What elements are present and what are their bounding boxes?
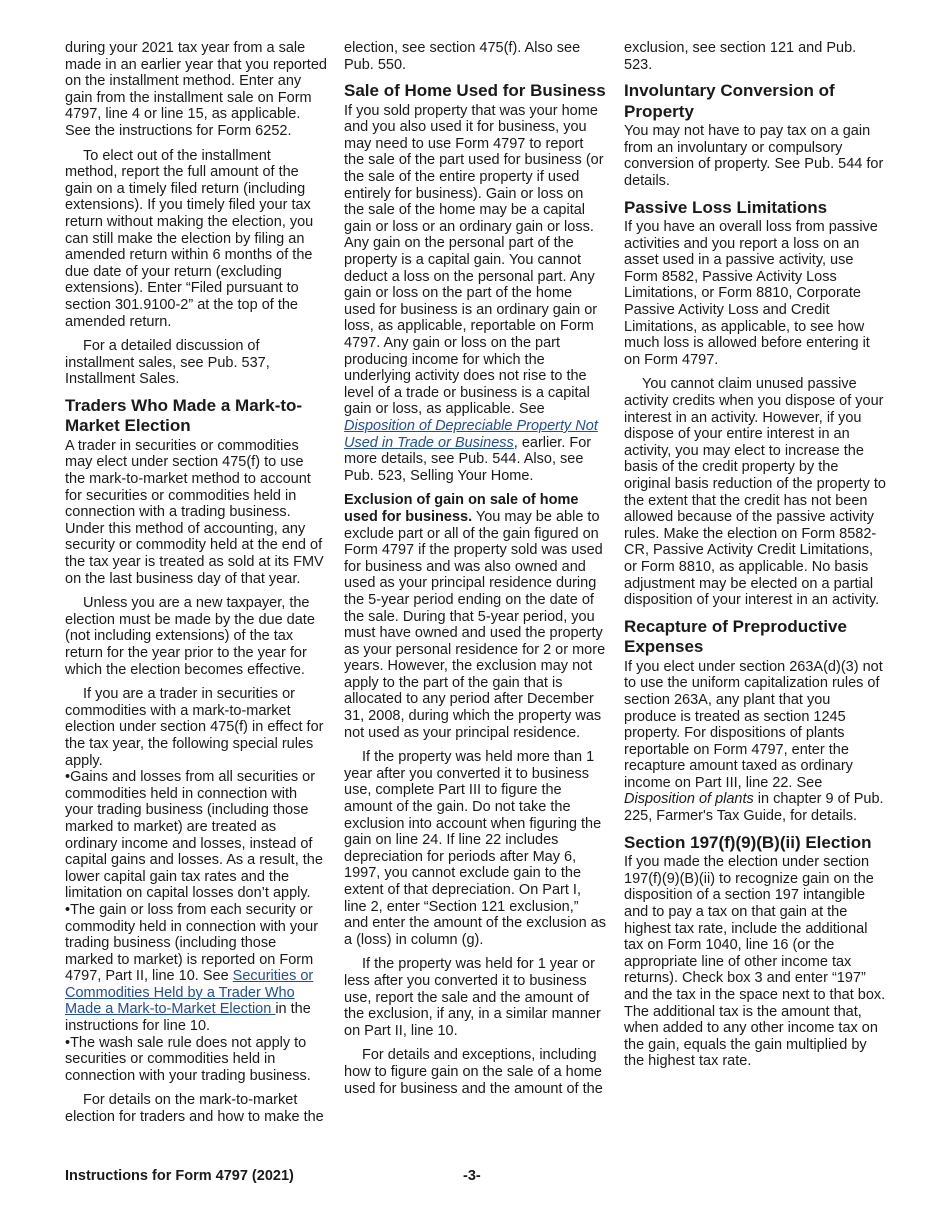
paragraph: If the property was held for 1 year or less after you converted it to business use, report the sale and the amount of the exclusion, if any, in a similar manner on Part II, line 10.	[344, 956, 601, 1039]
paragraph: If the property was held more than 1 year after you converted it to business use, complete Part III to figure the amount of the gain. Do not take the exclusion into account when figuring the gain on line 24. If line 22 includes depreciation for periods after May 6, 1997, you cannot exclude gain to the extent of that depreciation. On Part I, line 2, enter “Section 121 exclusion,” and enter the amount of the exclusion as a (loss) in column (g).	[344, 749, 606, 948]
paragraph: For details on the mark-to-market election for traders and how to make the	[65, 1092, 324, 1126]
heading-section-197-election: Section 197(f)(9)(B)(ii) Election	[624, 832, 872, 852]
page-number: -3-	[463, 1168, 481, 1184]
column-2	[344, 40, 606, 1105]
paragraph: You cannot claim unused passive activity credits when you dispose of your interest in an activity. However, if you dispose of your entire interest in an activity, you may elect to increase the basis of the credit property by the original basis reduction of the property to the extent that the credit has not been allowed because of the passive activity rules. Make the election on Form 8582-CR, Passive Activity Credit Limitations, or Form 8810, as applicable. No basis adjustment may be elected on a partial disposition of your interest in an activity.	[624, 376, 886, 609]
paragraph-text: , earlier. For more details, see Pub. 544. Also, see Pub. 523, Selling Your Home.	[344, 434, 592, 484]
paragraph: If you are a trader in securities or commodities with a mark-to-market election under section 475(f) in effect for the tax year, the following special rules apply.	[65, 686, 324, 769]
paragraph: If you made the election under section 197(f)(9)(B)(ii) to recognize gain on the disposition of a section 197 intangible and to pay a tax on that gain at the highest tax rate, include the additional tax on Form 1040, line 16 (or the appropriate line of other income tax returns). Check box 3 and enter “197” and the tax in the space next to that box. The additional tax is the amount that, when added to any other income tax on the gain, equals the gain multiplied by the highest tax rate.	[624, 854, 886, 1070]
paragraph-text: You may be able to exclude part or all of the gain figured on Form 4797 if the property sold was used for business and was also owned and used as your principal residence during the 5-year period ending on the date of the sale. During that 5-year period, you must have owned and used the property as your personal residence for 2 or more years. However, the exclusion may not apply to the part of the gain that is allocated to any period after December 31, 2008, during which the property was not used as your principal residence.	[344, 508, 606, 741]
paragraph: exclusion, see section 121 and Pub. 523.	[624, 40, 857, 73]
bullet-text: The gain or loss from each security or commodity held in connection with your trading business (including those marked to market) is reported on Form 4797, Part II, line 10. See	[65, 901, 319, 985]
paragraph-text: in chapter 9 of Pub. 225, Farmer's Tax Guide, for details.	[624, 791, 884, 825]
paragraph: For details and exceptions, including how to figure gain on the sale of a home used for business and the amount of the	[344, 1047, 603, 1097]
heading-passive-loss: Passive Loss Limitations	[624, 197, 828, 217]
footer-form-title: Instructions for Form 4797 (2021)	[65, 1168, 294, 1184]
paragraph: For a detailed discussion of installment sales, see Pub. 537, Installment Sales.	[65, 338, 270, 388]
paragraph: A trader in securities or commodities may elect under section 475(f) to use the mark-to-market method to account for securities or commodities held in connection with a trading business. Under this method of accounting, any security or commodity held at the end of the tax year is treated as sold at its FMV on the last business day of that year.	[65, 437, 324, 587]
reference-disposition-of-plants: Disposition of plants	[624, 791, 754, 808]
heading-involuntary-conversion: Involuntary Conversion of Property	[624, 81, 835, 121]
column-1	[65, 40, 327, 1134]
paragraph: election, see section 475(f). Also see Pub. 550.	[344, 40, 581, 73]
link-securities-commodities-trader[interactable]: Securities or Commodities Held by a Trader Who Made a Mark-to-Market Election	[65, 968, 314, 1018]
paragraph: To elect out of the installment method, report the full amount of the gain on a timely filed return (including extensions). If you timely filed your tax return without making the election, you can still make the election by filing an amended return within 6 months of the due date of your return (excluding extensions). Enter “Filed pursuant to section 301.9100-2” at the top of the amended return.	[65, 147, 314, 330]
bullet-text: in the instructions for line 10.	[65, 1001, 311, 1035]
paragraph	[344, 492, 606, 741]
heading-recapture-preproductive: Recapture of Preproductive Expenses	[624, 616, 847, 657]
bullet-item: • Gains and losses from all securities or commodities held in connection with your trading business (including those marked to market) are treated as ordinary income and losses, instead of capital gains and losses. As a result, the lower capital gain tax rates and the limitation on capital losses don’t apply.	[65, 769, 327, 902]
paragraph-text: If you elect under section 263A(d)(3) not to use the uniform capitalization rules of section 263A, any plant that you produce is treated as section 1245 property. For dispositions of plants reportable on Form 4797, enter the recapture amount taxed as ordinary income on Part III, line 22. See	[624, 658, 883, 791]
paragraph: You may not have to pay tax on a gain from an involuntary or compulsory conversion of property. See Pub. 544 for details.	[624, 123, 884, 189]
link-disposition-depreciable-property[interactable]: Disposition of Depreciable Property Not Used in Trade or Business	[344, 417, 598, 451]
paragraph	[624, 659, 886, 825]
paragraph: Unless you are a new taxpayer, the election must be made by the due date (not including extensions) of the tax return for the year prior to the year for which the election becomes effective.	[65, 595, 315, 678]
column-3	[624, 40, 886, 1078]
paragraph: If you have an overall loss from passive activities and you report a loss on an asset used in a passive activity, use Form 8582, Passive Activity Loss Limitations, or Form 8810, Corporate Passive Activity Loss and Credit Limitations, as applicable, to see how much loss is allowed before entering it on Form 4797.	[624, 219, 878, 368]
paragraph-text: If you sold property that was your home and you also used it for business, you may need to use Form 4797 to report the sale of the part used for business (or the sale of the entire property if used entirely for business). Gain or loss on the sale of the home may be a capital gain or loss or an ordinary gain or loss. Any gain on the personal part of the property is a capital gain. You cannot deduct a loss on the personal part. Any gain or loss on the part of the home used for business is an ordinary gain or loss, as applicable, reportable on Form 4797. Any gain or loss on the part producing income for which the underlying activity does not rise to the level of a trade or business is a capital gain or loss, as applicable. See	[344, 102, 604, 418]
bullet-item: • The wash sale rule does not apply to securities or commodities held in connection with your trading business.	[65, 1035, 327, 1085]
bullet-item	[65, 902, 327, 1035]
run-in-heading-exclusion: Exclusion of gain on sale of home used for business.	[344, 492, 579, 525]
paragraph	[344, 103, 606, 485]
paragraph: during your 2021 tax year from a sale made in an earlier year that you reported on the installment method. Enter any gain from the installment sale on Form 4797, line 4 or line 15, as applicable. See the instructions for Form 6252.	[65, 40, 327, 139]
heading-traders-mark-to-market: Traders Who Made a Mark-to-Market Election	[65, 395, 303, 436]
heading-sale-of-home: Sale of Home Used for Business	[344, 81, 606, 101]
